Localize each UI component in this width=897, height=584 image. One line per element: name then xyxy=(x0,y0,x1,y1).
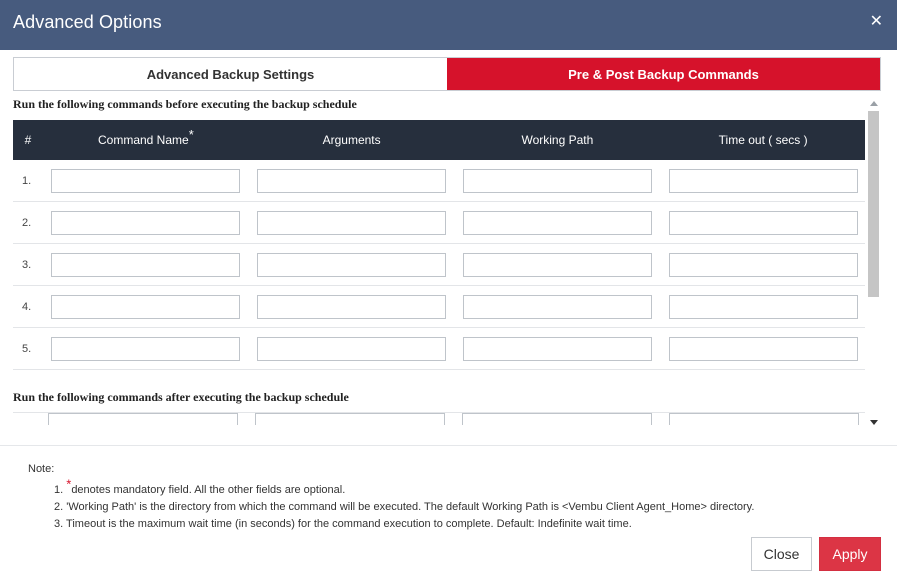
row-number: 5. xyxy=(13,328,43,370)
command-name-input[interactable] xyxy=(51,295,240,319)
vertical-scrollbar[interactable] xyxy=(867,95,881,431)
pre-section-title: Run the following commands before executing the backup schedule xyxy=(13,97,357,111)
tab-pre-post-backup-commands[interactable]: Pre & Post Backup Commands xyxy=(447,58,880,90)
row-number: 1. xyxy=(13,160,43,202)
post-commands-partial-row xyxy=(13,413,865,425)
command-name-input[interactable] xyxy=(51,169,240,193)
arguments-input[interactable] xyxy=(257,211,446,235)
table-row xyxy=(13,328,865,370)
table-row xyxy=(13,160,865,202)
scroll-down-arrow-icon[interactable] xyxy=(870,420,878,425)
note-item xyxy=(54,499,754,516)
timeout-input[interactable] xyxy=(669,413,859,425)
column-header-number: # xyxy=(24,133,32,147)
required-marker: * xyxy=(188,127,194,142)
column-header-command-name xyxy=(43,120,249,160)
post-section-title: Run the following commands after executing the backup schedule xyxy=(13,388,865,413)
dialog-titlebar xyxy=(0,0,897,50)
column-header-arguments: Arguments xyxy=(322,133,381,147)
row-number: 3. xyxy=(13,244,43,286)
working-path-input[interactable] xyxy=(463,337,652,361)
note-number: 1. xyxy=(54,484,64,496)
pre-commands-table xyxy=(13,120,865,370)
note-number: 3. xyxy=(54,518,64,530)
note-label: Note: xyxy=(28,463,55,475)
table-header-row xyxy=(13,120,865,160)
close-icon[interactable]: ✕ xyxy=(869,13,883,30)
note-item xyxy=(54,516,754,533)
required-marker: * xyxy=(66,476,72,492)
timeout-input[interactable] xyxy=(669,253,858,277)
timeout-input[interactable] xyxy=(669,295,858,319)
note-text: denotes mandatory field. All the other fields are optional. xyxy=(71,484,346,496)
arguments-input[interactable] xyxy=(257,169,446,193)
notes-list xyxy=(54,476,755,533)
arguments-input[interactable] xyxy=(257,337,446,361)
table-row xyxy=(13,202,865,244)
note-text: 'Working Path' is the directory from which the command will be executed. The default Working Path is <Vembu Client Agent_Home> directory. xyxy=(66,501,755,513)
timeout-input[interactable] xyxy=(669,337,858,361)
arguments-input[interactable] xyxy=(255,413,445,425)
apply-button[interactable]: Apply xyxy=(819,537,881,571)
tab-bar xyxy=(13,57,881,91)
scroll-up-arrow-icon[interactable] xyxy=(870,101,878,106)
tab-advanced-backup-settings[interactable]: Advanced Backup Settings xyxy=(146,66,315,82)
dialog-title: Advanced Options xyxy=(13,12,162,32)
working-path-input[interactable] xyxy=(462,413,652,425)
note-number: 2. xyxy=(54,501,64,513)
command-name-label: Command Name xyxy=(97,133,189,147)
command-name-input[interactable] xyxy=(48,413,238,425)
footer-divider xyxy=(0,445,897,446)
command-name-input[interactable] xyxy=(51,253,240,277)
timeout-input[interactable] xyxy=(669,169,858,193)
table-row xyxy=(13,244,865,286)
column-header-timeout: Time out ( secs ) xyxy=(718,133,808,147)
working-path-input[interactable] xyxy=(463,295,652,319)
working-path-input[interactable] xyxy=(463,211,652,235)
working-path-input[interactable] xyxy=(463,169,652,193)
close-button[interactable]: Close xyxy=(751,537,812,571)
row-number: 2. xyxy=(13,202,43,244)
row-number: 4. xyxy=(13,286,43,328)
note-text: Timeout is the maximum wait time (in seconds) for the command execution to complete. Default: Indefinite wait time. xyxy=(66,518,632,530)
timeout-input[interactable] xyxy=(669,211,858,235)
column-header-working-path: Working Path xyxy=(521,133,594,147)
table-row xyxy=(13,286,865,328)
command-name-input[interactable] xyxy=(51,337,240,361)
arguments-input[interactable] xyxy=(257,295,446,319)
note-item xyxy=(54,476,754,499)
scroll-thumb[interactable] xyxy=(868,111,879,297)
arguments-input[interactable] xyxy=(257,253,446,277)
command-name-input[interactable] xyxy=(51,211,240,235)
working-path-input[interactable] xyxy=(463,253,652,277)
commands-scroll-area xyxy=(13,95,865,431)
